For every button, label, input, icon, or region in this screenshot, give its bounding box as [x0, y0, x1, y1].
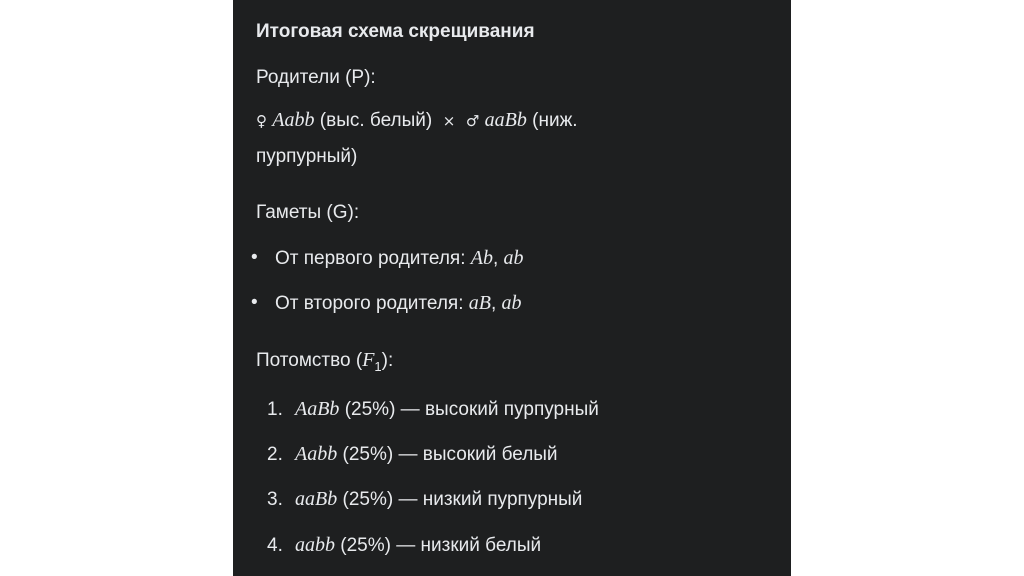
gamete-item: • От первого родителя: Ab, ab: [251, 247, 524, 269]
heading-text: Потомство (: [256, 350, 363, 371]
genotype: aabb: [295, 534, 335, 556]
offspring-item: [267, 533, 541, 558]
gamete: ab: [501, 292, 522, 314]
offspring-item: [267, 397, 599, 422]
parents-cross-line: [256, 108, 578, 133]
female-desc: (выс. белый): [319, 110, 433, 131]
gamete-label: От второго родителя:: [275, 293, 464, 314]
cross-symbol: ×: [442, 112, 456, 130]
phenotype: (25%) — высокий белый: [342, 444, 558, 465]
gamete-item: • От второго родителя: aB, ab: [251, 292, 522, 314]
item-number: 4.: [267, 535, 283, 556]
heading-sub: 1: [374, 358, 382, 374]
phenotype: (25%) — высокий пурпурный: [344, 399, 599, 420]
item-number: 1.: [267, 399, 283, 420]
male-desc: (ниж.: [532, 110, 578, 131]
heading-suffix: ):: [381, 350, 394, 371]
heading-var: F: [362, 349, 375, 371]
male-genotype: aaBb: [484, 109, 527, 131]
genotype: AaBb: [295, 398, 340, 420]
gamete: ab: [503, 247, 524, 269]
female-genotype: Aabb: [272, 109, 315, 131]
gamete-label: От первого родителя:: [275, 248, 466, 269]
genotype: Aabb: [295, 443, 338, 465]
section-title: Итоговая схема скрещивания: [256, 21, 535, 42]
male-desc-continued: пурпурный): [256, 146, 358, 167]
answer-panel: [233, 0, 791, 576]
phenotype: (25%) — низкий белый: [340, 535, 542, 556]
item-number: 3.: [267, 489, 283, 510]
offspring-item: [267, 442, 558, 467]
male-symbol-icon: ♂: [465, 112, 480, 130]
offspring-item: [267, 487, 582, 512]
female-symbol-icon: ♀: [256, 112, 267, 130]
genotype: aaBb: [295, 488, 338, 510]
bullet-icon: •: [251, 247, 258, 268]
parents-heading: Родители (P):: [256, 67, 376, 88]
gamete: Ab: [470, 247, 493, 269]
item-number: 2.: [267, 444, 283, 465]
phenotype: (25%) — низкий пурпурный: [342, 489, 583, 510]
bullet-icon: •: [251, 292, 258, 313]
gametes-heading: Гаметы (G):: [256, 202, 360, 223]
gamete: aB: [468, 292, 491, 314]
offspring-heading: [256, 348, 393, 379]
